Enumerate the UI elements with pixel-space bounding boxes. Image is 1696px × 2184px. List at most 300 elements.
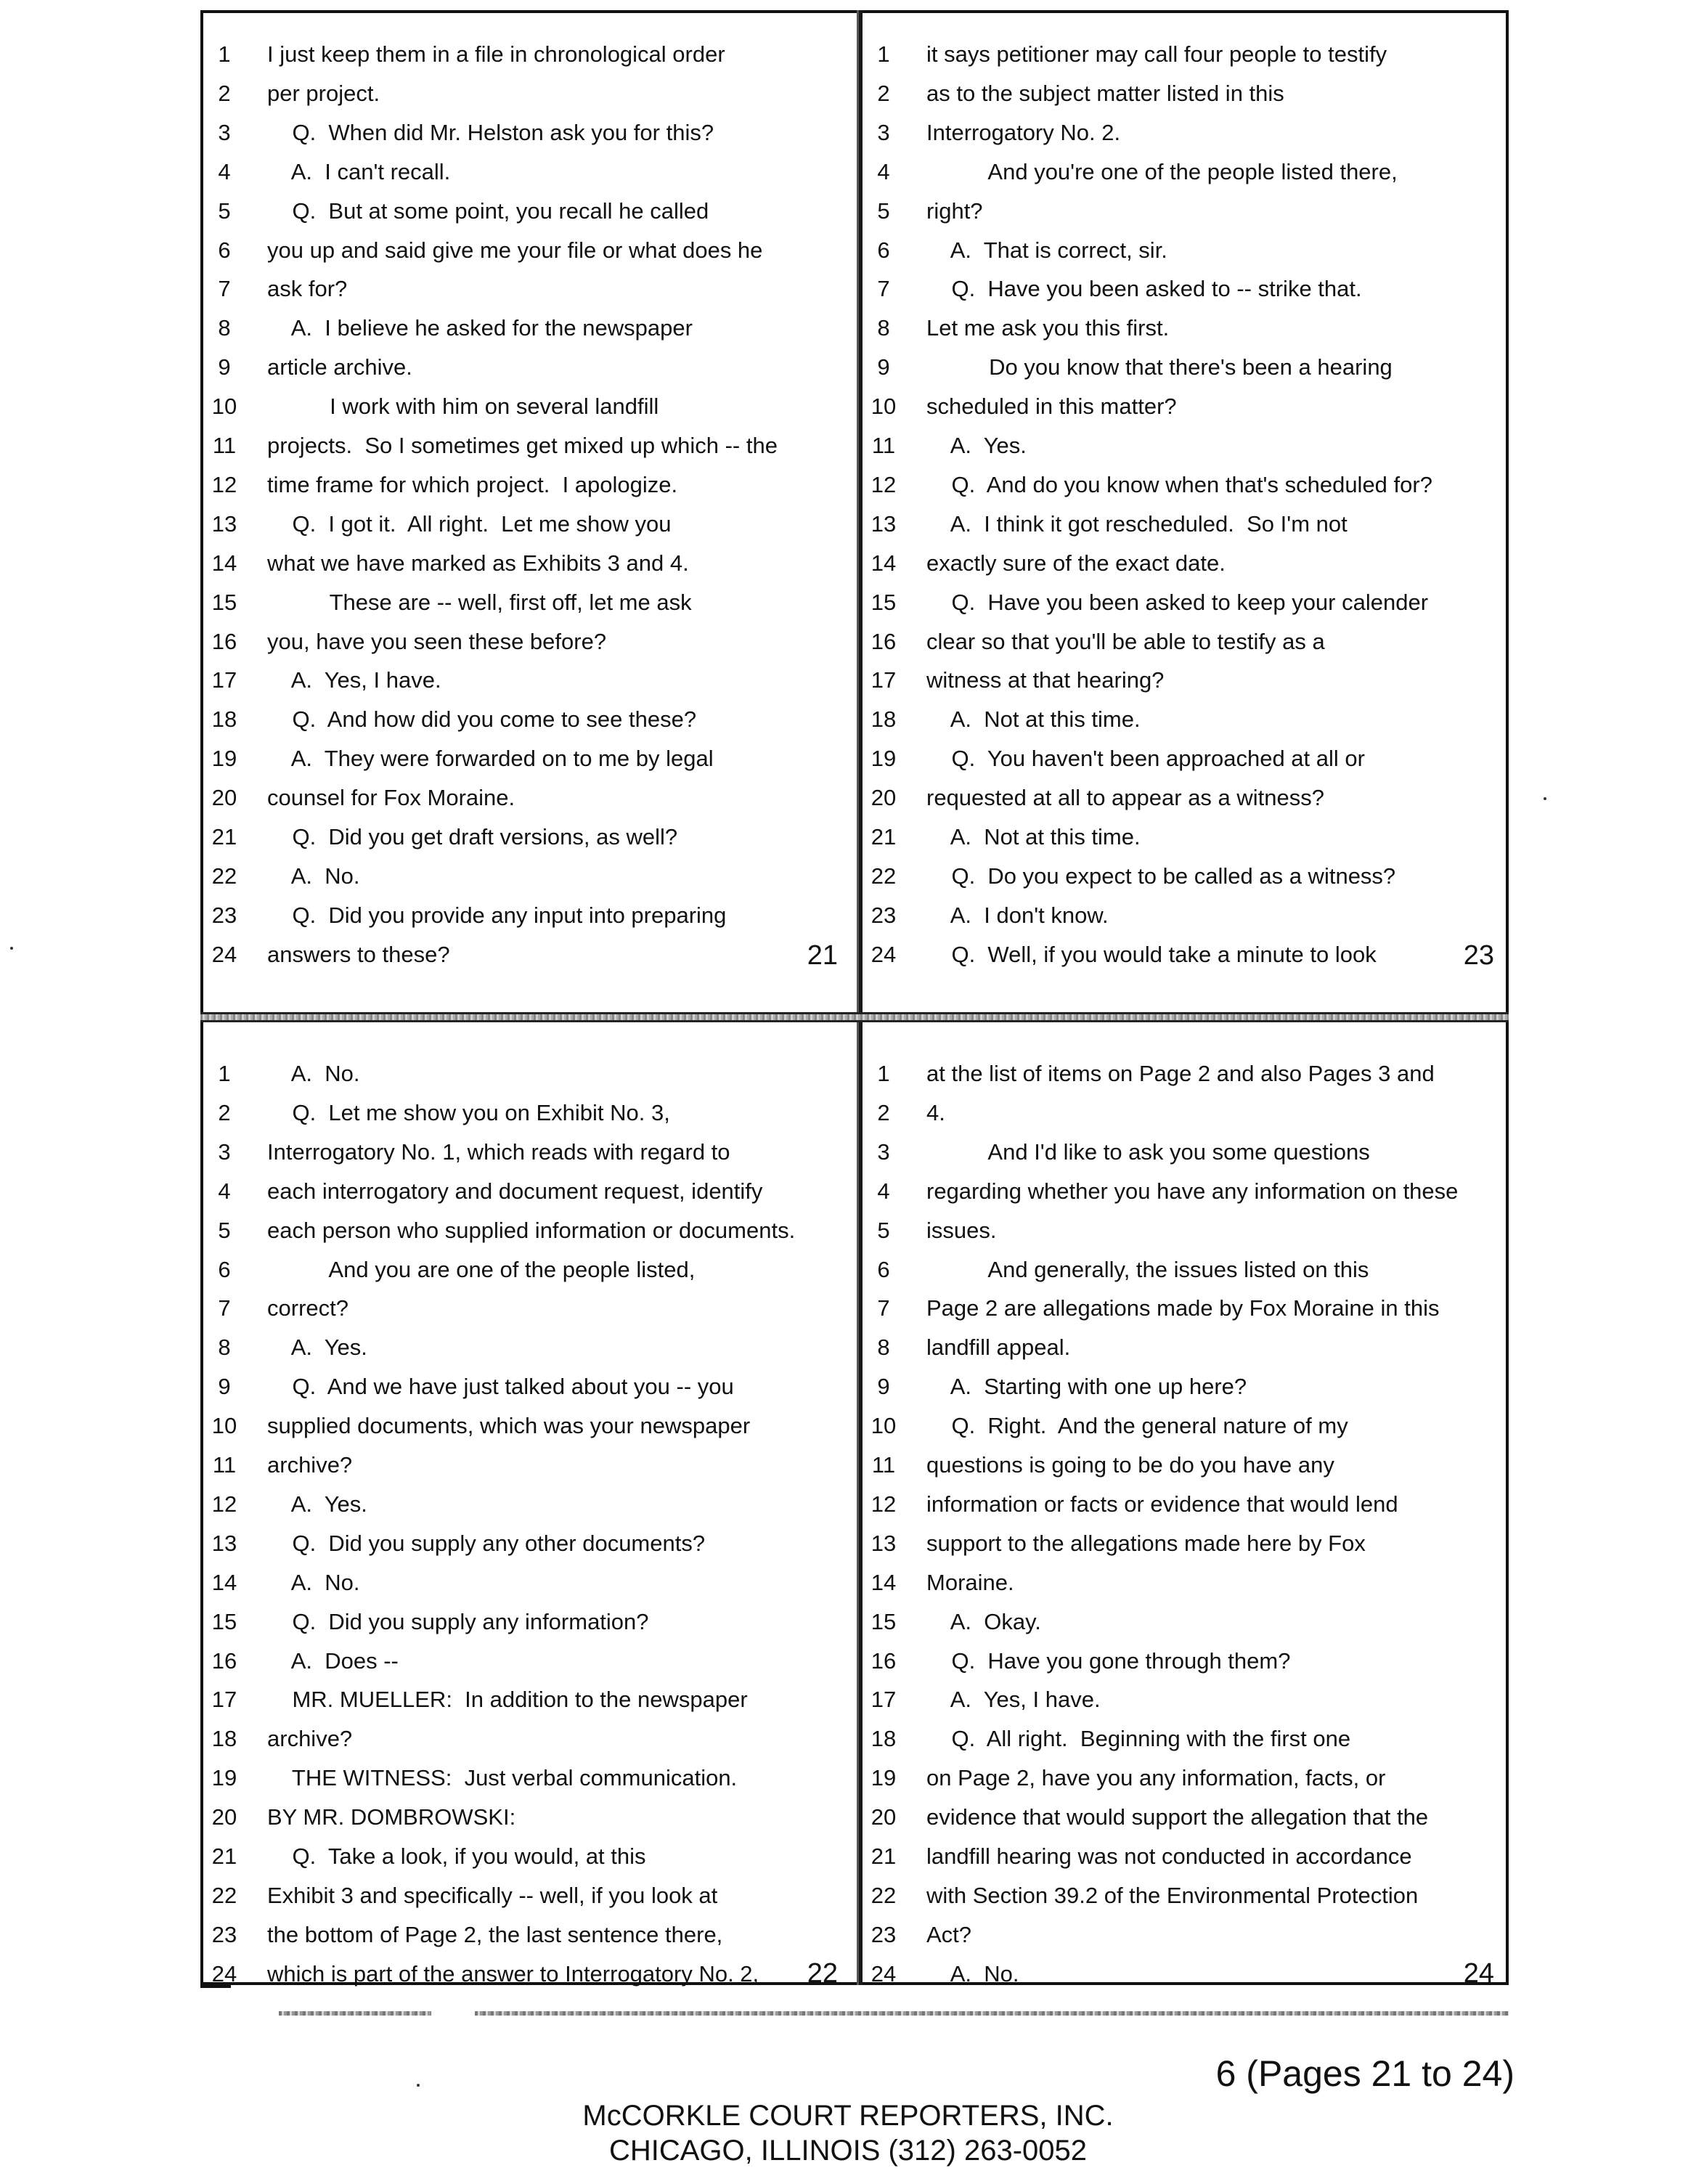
transcript-line — [203, 113, 857, 152]
line-text: support to the allegations made here by Fox — [926, 1530, 1366, 1556]
line-text: information or facts or evidence that would lend — [926, 1491, 1398, 1517]
line-number: 24 — [871, 1960, 897, 1987]
transcript-line — [203, 1289, 857, 1328]
line-number: 12 — [871, 1491, 897, 1517]
line-text: Q. Did you get draft versions, as well? — [267, 824, 678, 849]
line-text: Q. I got it. All right. Let me show you — [267, 510, 672, 537]
transcript-line — [863, 1485, 1506, 1524]
line-number: 13 — [211, 1530, 237, 1556]
line-number: 14 — [211, 1569, 237, 1595]
transcript-line — [863, 818, 1506, 857]
line-number: 10 — [871, 1413, 897, 1439]
line-number: 23 — [211, 902, 237, 928]
line-text: And you're one of the people listed there, — [926, 158, 1398, 184]
line-number: 7 — [877, 276, 890, 302]
line-text: And I'd like to ask you some questions — [926, 1138, 1370, 1165]
transcript-line — [203, 1485, 857, 1524]
line-text: A. I think it got rescheduled. So I'm not — [926, 510, 1348, 537]
line-number: 1 — [877, 1061, 890, 1086]
line-number: 1 — [877, 41, 890, 67]
line-number: 3 — [218, 119, 231, 145]
scan-rule-right — [475, 2011, 1509, 2016]
transcript-line — [863, 544, 1506, 583]
line-number: 14 — [211, 550, 237, 576]
line-number: 7 — [218, 276, 231, 302]
transcript-line — [203, 778, 857, 818]
line-text: Interrogatory No. 1, which reads with regard to — [267, 1138, 730, 1165]
line-text: Interrogatory No. 2. — [926, 119, 1121, 145]
line-text: A. No. — [267, 1061, 360, 1086]
line-text: each person who supplied information or documents. — [267, 1217, 796, 1243]
transcript-line — [203, 1172, 857, 1211]
row-divider — [200, 1012, 1509, 1022]
transcript-line — [863, 1328, 1506, 1367]
transcript-line — [203, 74, 857, 113]
transcript-line — [203, 1680, 857, 1719]
line-text: regarding whether you have any information on these — [926, 1178, 1459, 1204]
line-text: exactly sure of the exact date. — [926, 550, 1226, 576]
transcript-line — [863, 583, 1506, 622]
line-number: 11 — [212, 433, 237, 458]
line-number: 13 — [871, 510, 897, 537]
line-number: 20 — [211, 785, 237, 811]
line-text: projects. So I sometimes get mixed up which -- the — [267, 433, 778, 458]
line-number: 22 — [211, 863, 237, 889]
line-text: A. No. — [926, 1960, 1019, 1987]
line-number: 16 — [871, 628, 897, 654]
transcript-line — [203, 387, 857, 426]
line-number: 10 — [211, 1413, 237, 1439]
line-number: 8 — [877, 1335, 890, 1361]
transcript-line — [863, 1446, 1506, 1485]
transcript-line — [863, 1289, 1506, 1328]
line-number: 5 — [877, 197, 890, 224]
transcript-line — [863, 1563, 1506, 1602]
line-text: Q. But at some point, you recall he called — [267, 197, 709, 224]
line-text: Q. And do you know when that's scheduled for? — [926, 471, 1432, 497]
line-number: 23 — [871, 1921, 897, 1947]
page-range-label: 6 (Pages 21 to 24) — [1215, 2053, 1514, 2094]
line-text: Q. Did you provide any input into preparing — [267, 902, 727, 928]
line-text: landfill appeal. — [926, 1335, 1071, 1361]
transcript-line — [203, 857, 857, 896]
transcript-line — [203, 1133, 857, 1172]
line-text: A. No. — [267, 1569, 360, 1595]
line-number: 22 — [871, 863, 897, 889]
transcript-line — [203, 505, 857, 544]
line-number: 19 — [871, 1765, 897, 1791]
column-divider — [857, 10, 863, 1985]
line-number: 7 — [218, 1295, 231, 1321]
transcript-line — [203, 1211, 857, 1250]
line-text: Do you know that there's been a hearing — [926, 354, 1393, 380]
line-text: what we have marked as Exhibits 3 and 4. — [267, 550, 689, 576]
line-text: Q. And how did you come to see these? — [267, 706, 697, 733]
line-number: 19 — [211, 746, 237, 772]
line-number: 6 — [218, 237, 231, 263]
line-number: 3 — [218, 1138, 231, 1165]
line-text: correct? — [267, 1295, 348, 1321]
line-text: counsel for Fox Moraine. — [267, 785, 515, 811]
line-number: 9 — [877, 1374, 890, 1400]
line-number: 23 — [871, 902, 897, 928]
line-text: Q. Did you supply any information? — [267, 1608, 649, 1634]
line-text: supplied documents, which was your newspaper — [267, 1413, 751, 1439]
transcript-line — [863, 661, 1506, 700]
line-text: A. That is correct, sir. — [926, 237, 1167, 263]
transcript-line — [203, 465, 857, 505]
transcript-line — [203, 152, 857, 192]
line-text: A. They were forwarded on to me by legal — [267, 746, 714, 772]
transcript-line — [863, 896, 1506, 935]
transcript-line — [863, 1054, 1506, 1093]
transcript-line — [863, 231, 1506, 270]
line-text: A. Not at this time. — [926, 824, 1141, 849]
page-number: 22 — [807, 1958, 838, 1989]
transcript-line — [863, 1680, 1506, 1719]
line-number: 15 — [211, 1608, 237, 1634]
transcript-line — [863, 1837, 1506, 1876]
line-number: 3 — [877, 1138, 890, 1165]
transcript-line — [203, 269, 857, 309]
line-number: 20 — [871, 785, 897, 811]
line-number: 24 — [211, 1960, 237, 1987]
line-number: 18 — [211, 706, 237, 733]
line-text: archive? — [267, 1452, 353, 1478]
transcript-line — [203, 1524, 857, 1563]
line-number: 24 — [211, 941, 237, 967]
line-text: A. Yes. — [267, 1335, 367, 1361]
line-text: archive? — [267, 1726, 353, 1752]
scan-speck — [1544, 797, 1546, 800]
transcript-line — [863, 1759, 1506, 1798]
line-text: evidence that would support the allegation that the — [926, 1804, 1429, 1830]
page-number: 24 — [1463, 1958, 1494, 1989]
line-number: 2 — [877, 1099, 890, 1125]
transcript-line — [203, 309, 857, 348]
line-text: you up and said give me your file or what does he — [267, 237, 763, 263]
line-number: 13 — [871, 1530, 897, 1556]
line-text: A. I can't recall. — [267, 158, 451, 184]
line-number: 18 — [871, 1726, 897, 1752]
line-number: 17 — [211, 667, 237, 693]
transcript-line — [863, 935, 1506, 974]
line-number: 2 — [877, 80, 890, 106]
line-number: 12 — [211, 1491, 237, 1517]
line-text: A. Yes, I have. — [267, 667, 441, 693]
transcript-line — [863, 426, 1506, 465]
transcript-line — [203, 1054, 857, 1093]
line-number: 4 — [218, 158, 231, 184]
line-text: issues. — [926, 1217, 997, 1243]
transcript-line — [863, 1876, 1506, 1915]
transcript-line — [203, 1837, 857, 1876]
scan-rule-left — [279, 2011, 431, 2016]
transcript-line — [863, 778, 1506, 818]
line-number: 12 — [871, 471, 897, 497]
line-number: 8 — [877, 315, 890, 341]
line-number: 17 — [871, 667, 897, 693]
transcript-line — [203, 935, 857, 974]
line-text: on Page 2, have you any information, facts, or — [926, 1765, 1386, 1791]
transcript-line — [863, 1955, 1506, 1994]
line-text: at the list of items on Page 2 and also Pages 3 and — [926, 1061, 1435, 1086]
line-number: 5 — [218, 1217, 231, 1243]
line-number: 1 — [218, 1061, 231, 1086]
line-number: 16 — [871, 1647, 897, 1674]
scan-speck — [417, 2084, 420, 2087]
line-number: 20 — [871, 1804, 897, 1830]
line-text: answers to these? — [267, 941, 450, 967]
line-number: 22 — [871, 1882, 897, 1908]
transcript-line — [863, 1367, 1506, 1406]
line-number: 4 — [877, 158, 890, 184]
line-text: per project. — [267, 80, 380, 106]
transcript-line — [203, 348, 857, 387]
line-number: 13 — [211, 510, 237, 537]
line-text: These are -- well, first off, let me ask — [267, 589, 692, 615]
line-text: Let me ask you this first. — [926, 315, 1170, 341]
transcript-page-21 — [203, 35, 857, 1012]
line-text: Exhibit 3 and specifically -- well, if you look at — [267, 1882, 718, 1908]
line-text: Q. Have you gone through them? — [926, 1647, 1291, 1674]
line-number: 9 — [218, 354, 231, 380]
line-text: the bottom of Page 2, the last sentence there, — [267, 1921, 723, 1947]
line-text: Act? — [926, 1921, 972, 1947]
line-text: 4. — [926, 1099, 945, 1125]
line-number: 3 — [877, 119, 890, 145]
reporter-contact: CHICAGO, ILLINOIS (312) 263-0052 — [608, 2135, 1088, 2167]
line-text: A. Yes. — [926, 433, 1027, 458]
transcript-line — [203, 1093, 857, 1133]
transcript-line — [863, 1211, 1506, 1250]
transcript-line — [863, 35, 1506, 74]
line-number: 10 — [211, 394, 237, 420]
line-text: BY MR. DOMBROWSKI: — [267, 1804, 516, 1830]
line-number: 15 — [871, 1608, 897, 1634]
line-text: you, have you seen these before? — [267, 628, 607, 654]
transcript-line — [203, 1406, 857, 1446]
line-number: 4 — [218, 1178, 231, 1204]
line-number: 15 — [871, 589, 897, 615]
line-number: 21 — [211, 1843, 237, 1869]
line-text: Q. Do you expect to be called as a witness? — [926, 863, 1396, 889]
transcript-line — [863, 309, 1506, 348]
line-text: A. I don't know. — [926, 902, 1109, 928]
transcript-line — [203, 1759, 857, 1798]
transcript-line — [203, 661, 857, 700]
transcript-line — [863, 739, 1506, 778]
line-text: Q. Did you supply any other documents? — [267, 1530, 706, 1556]
line-text: requested at all to appear as a witness? — [926, 785, 1325, 811]
transcript-line — [863, 622, 1506, 661]
transcript-line — [203, 1328, 857, 1367]
line-text: Q. All right. Beginning with the first one — [926, 1726, 1351, 1752]
transcript-line — [863, 1093, 1506, 1133]
transcript-line — [203, 231, 857, 270]
transcript-line — [863, 387, 1506, 426]
transcript-line — [863, 192, 1506, 231]
line-text: A. Does -- — [267, 1647, 399, 1674]
line-text: I just keep them in a file in chronological order — [267, 41, 725, 67]
transcript-line — [203, 426, 857, 465]
line-text: Q. Have you been asked to keep your calender — [926, 589, 1429, 615]
transcript-line — [863, 1250, 1506, 1289]
line-text: THE WITNESS: Just verbal communication. — [267, 1765, 738, 1791]
line-number: 6 — [877, 237, 890, 263]
line-text: article archive. — [267, 354, 412, 380]
transcript-line — [203, 1955, 857, 1994]
transcript-line — [863, 1642, 1506, 1681]
line-number: 8 — [218, 1335, 231, 1361]
transcript-line — [863, 1915, 1506, 1955]
line-number: 11 — [871, 433, 896, 458]
line-number: 5 — [877, 1217, 890, 1243]
line-text: Q. Let me show you on Exhibit No. 3, — [267, 1099, 670, 1125]
line-number: 11 — [871, 1452, 896, 1478]
line-number: 6 — [877, 1256, 890, 1282]
transcript-page-22 — [203, 1054, 857, 1989]
transcript-line — [863, 269, 1506, 309]
transcript-line — [203, 35, 857, 74]
line-number: 8 — [218, 315, 231, 341]
line-number: 20 — [211, 1804, 237, 1830]
transcript-line — [863, 1798, 1506, 1837]
line-number: 24 — [871, 941, 897, 967]
line-text: Page 2 are allegations made by Fox Moraine in this — [926, 1295, 1440, 1321]
line-text: A. No. — [267, 863, 360, 889]
line-text: time frame for which project. I apologize. — [267, 471, 678, 497]
line-number: 2 — [218, 80, 231, 106]
line-number: 18 — [211, 1726, 237, 1752]
line-number: 19 — [211, 1765, 237, 1791]
line-number: 17 — [871, 1687, 897, 1713]
line-number: 19 — [871, 746, 897, 772]
transcript-line — [203, 622, 857, 661]
transcript-line — [863, 857, 1506, 896]
transcript-line — [863, 152, 1506, 192]
line-text: as to the subject matter listed in this — [926, 80, 1284, 106]
line-number: 9 — [218, 1374, 231, 1400]
line-number: 18 — [871, 706, 897, 733]
line-number: 21 — [871, 824, 897, 849]
transcript-line — [863, 348, 1506, 387]
line-number: 11 — [212, 1452, 237, 1478]
line-number: 6 — [218, 1256, 231, 1282]
line-number: 4 — [877, 1178, 890, 1204]
transcript-line — [863, 1524, 1506, 1563]
transcript-line — [863, 1172, 1506, 1211]
line-text: Q. Well, if you would take a minute to look — [926, 941, 1377, 967]
line-text: questions is going to be do you have any — [926, 1452, 1334, 1478]
transcript-line — [863, 1719, 1506, 1759]
line-number: 21 — [211, 824, 237, 849]
line-text: clear so that you'll be able to testify as a — [926, 628, 1325, 654]
line-text: Q. You haven't been approached at all or — [926, 746, 1365, 772]
transcript-line — [203, 544, 857, 583]
line-text: Q. When did Mr. Helston ask you for this? — [267, 119, 714, 145]
transcript-line — [203, 739, 857, 778]
line-text: A. Okay. — [926, 1608, 1041, 1634]
transcript-line — [863, 1406, 1506, 1446]
transcript-line — [203, 896, 857, 935]
line-number: 21 — [871, 1843, 897, 1869]
line-text: A. Starting with one up here? — [926, 1374, 1247, 1400]
line-text: Q. Take a look, if you would, at this — [267, 1843, 646, 1869]
reporter-company: McCORKLE COURT REPORTERS, INC. — [582, 2100, 1114, 2132]
transcript-line — [203, 700, 857, 739]
line-text: Q. Have you been asked to -- strike that. — [926, 276, 1362, 302]
page-number: 21 — [807, 940, 838, 971]
line-number: 1 — [218, 41, 231, 67]
line-text: And generally, the issues listed on this — [926, 1256, 1369, 1282]
line-number: 16 — [211, 628, 237, 654]
line-text: which is part of the answer to Interrogatory No. 2, — [267, 1960, 759, 1987]
page-number: 23 — [1463, 940, 1494, 971]
transcript-line — [203, 818, 857, 857]
transcript-line — [863, 74, 1506, 113]
line-number: 7 — [877, 1295, 890, 1321]
line-text: A. I believe he asked for the newspaper — [267, 315, 693, 341]
transcript-line — [863, 1133, 1506, 1172]
line-text: I work with him on several landfill — [267, 394, 659, 420]
line-number: 12 — [211, 471, 237, 497]
line-text: A. Yes, I have. — [926, 1687, 1101, 1713]
line-number: 17 — [211, 1687, 237, 1713]
transcript-line — [203, 1719, 857, 1759]
line-text: Moraine. — [926, 1569, 1014, 1595]
line-number: 15 — [211, 589, 237, 615]
line-text: right? — [926, 197, 983, 224]
line-text: A. Not at this time. — [926, 706, 1141, 733]
transcript-line — [203, 192, 857, 231]
line-text: ask for? — [267, 276, 348, 302]
transcript-line — [863, 113, 1506, 152]
line-text: scheduled in this matter? — [926, 394, 1177, 420]
line-number: 23 — [211, 1921, 237, 1947]
transcript-line — [203, 1876, 857, 1915]
line-text: each interrogatory and document request, identify — [267, 1178, 763, 1204]
line-text: MR. MUELLER: In addition to the newspaper — [267, 1687, 748, 1713]
line-text: with Section 39.2 of the Environmental Protection — [926, 1882, 1419, 1908]
line-text: Q. Right. And the general nature of my — [926, 1413, 1348, 1439]
line-number: 9 — [877, 354, 890, 380]
transcript-line — [203, 1250, 857, 1289]
transcript-line — [203, 1367, 857, 1406]
line-number: 10 — [871, 394, 897, 420]
transcript-line — [203, 1642, 857, 1681]
transcript-line — [863, 700, 1506, 739]
line-number: 14 — [871, 1569, 897, 1595]
transcript-line — [863, 505, 1506, 544]
transcript-line — [203, 1915, 857, 1955]
line-text: it says petitioner may call four people to testify — [926, 41, 1387, 67]
transcript-line — [203, 583, 857, 622]
line-text: Q. And we have just talked about you -- you — [267, 1374, 734, 1400]
transcript-line — [203, 1446, 857, 1485]
line-text: landfill hearing was not conducted in accordance — [926, 1843, 1412, 1869]
transcript-line — [203, 1563, 857, 1602]
transcript-page-24 — [863, 1054, 1506, 1989]
scan-speck — [10, 947, 13, 950]
line-number: 2 — [218, 1099, 231, 1125]
line-number: 5 — [218, 197, 231, 224]
transcript-line — [863, 1602, 1506, 1642]
line-text: witness at that hearing? — [926, 667, 1165, 693]
line-number: 22 — [211, 1882, 237, 1908]
transcript-line — [203, 1602, 857, 1642]
line-number: 14 — [871, 550, 897, 576]
